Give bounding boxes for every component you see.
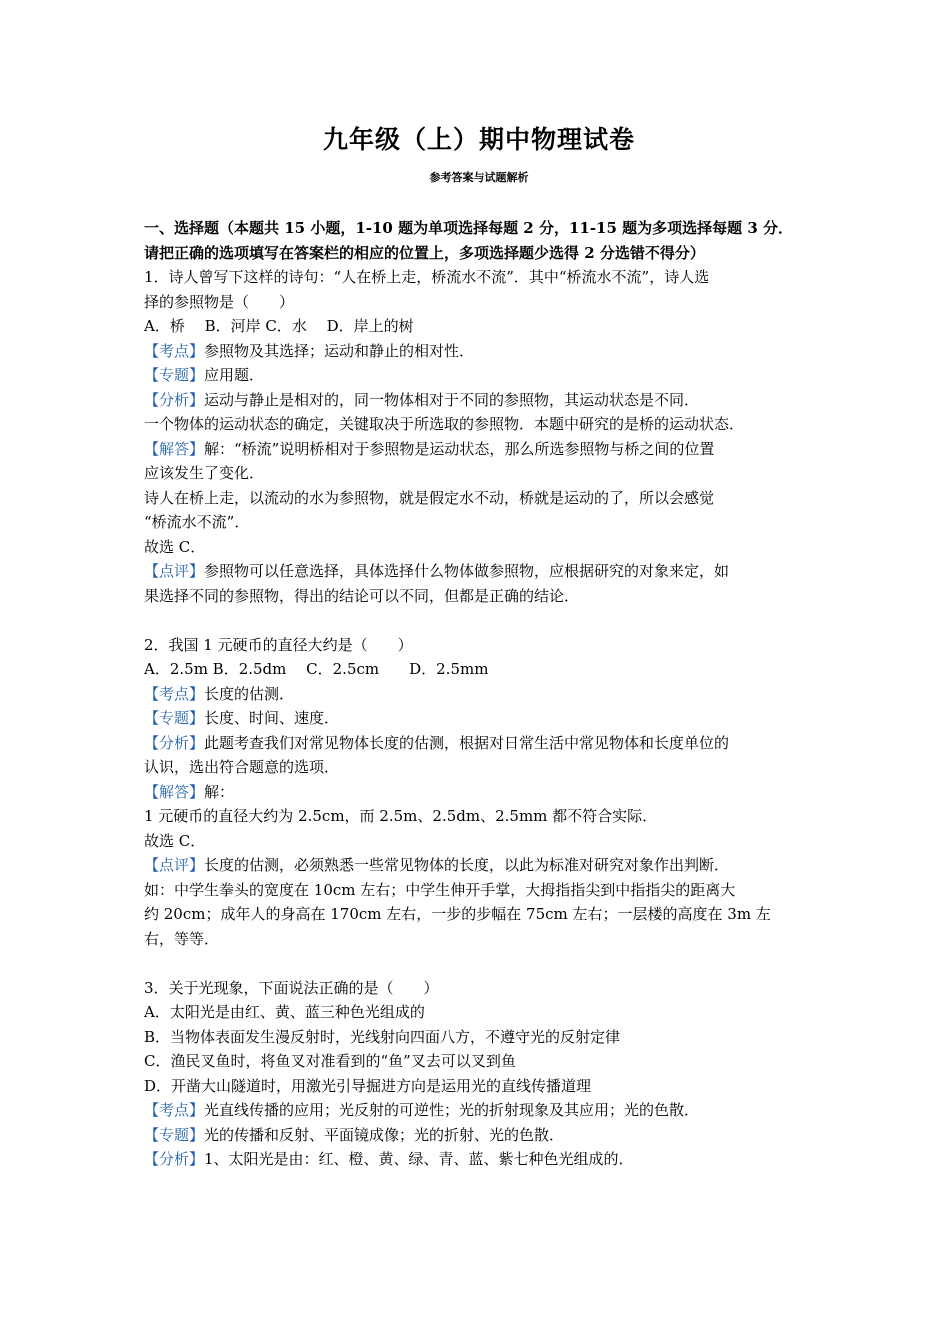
question-2 [144,633,814,952]
page-title: 九年级（上）期中物理试卷 [322,125,635,154]
zhuanti-tag: 【专题】 [144,366,205,384]
jieda-row [144,780,814,805]
kaodian-tag: 【考点】 [144,341,205,360]
kaodian-text: 长度的估测． [204,684,295,703]
fenxi-row [144,731,814,756]
spacer [144,608,814,633]
zhuanti-tag: 【专题】 [144,709,205,727]
jieda-text: 1 元硬币的直径大约为 2.5cm，而 2.5m、2.5dm、2.5mm 都不符合实际． [144,807,658,825]
spacer [144,951,814,976]
jieda-text: 解：“桥流”说明桥相对于参照物是运动状态，那么所选参照物与桥之间的位置 [204,439,715,458]
question-options: A．2.5m B．2.5dm C．2.5cm D．2.5mm [144,660,489,678]
kaodian-row [144,1098,814,1123]
option-b: B．当物体表面发生漫反射时，光线射向四面八方，不遵守光的反射定律 [144,1027,621,1046]
question-stem: 1．诗人曾写下这样的诗句：“人在桥上走，桥流水不流”．其中“桥流水不流”，诗人选 [144,268,710,286]
dianping-text: 果选择不同的参照物，得出的结论可以不同，但都是正确的结论． [144,586,580,605]
answer-text: 故选 C． [144,831,206,850]
fenxi-text: 1、太阳光是由：红、橙、黄、绿、青、蓝、紫七种色光组成的． [204,1150,634,1168]
page-subtitle: 参考答案与试题解析 [429,171,529,184]
dianping-tag: 【点评】 [144,856,205,874]
question-stem: 2．我国 1 元硬币的直径大约是（ ） [144,635,413,654]
section-heading-line-1: 一、选择题（本题共 15 小题，1-10 题为单项选择每题 2 分，11-15 题为多项选择每题 3 分． [144,219,794,237]
fenxi-tag: 【分析】 [144,390,205,409]
zhuanti-row [144,363,814,388]
document-page [144,120,814,1172]
dianping-text: 长度的估测，必须熟悉一些常见物体的长度，以此为标准对研究对象作出判断． [204,856,730,874]
fenxi-tag: 【分析】 [144,733,205,752]
question-3 [144,976,814,1172]
fenxi-text: 认识，选出符合题意的选项． [144,758,340,776]
dianping-tag: 【点评】 [144,562,205,580]
fenxi-text: 此题考查我们对常见物体长度的估测，根据对日常生活中常见物体和长度单位的 [204,733,730,752]
zhuanti-tag: 【专题】 [144,1125,205,1144]
kaodian-row [144,682,814,707]
kaodian-tag: 【考点】 [144,1101,205,1119]
zhuanti-text: 长度、时间、速度． [204,709,340,727]
jieda-text: 解： [204,782,235,801]
kaodian-text: 参照物及其选择；运动和静止的相对性． [204,341,475,360]
dianping-text: 如：中学生拳头的宽度在 10cm 左右；中学生伸开手掌，大拇指指尖到中指指尖的距离大 [144,880,736,899]
kaodian-text: 光直线传播的应用；光反射的可逆性；光的折射现象及其应用；光的色散． [204,1101,700,1119]
section-heading-line-2: 请把正确的选项填写在答案栏的相应的位置上，多项选择题少选得 2 分选错不得分） [144,243,705,262]
jieda-row [144,437,814,462]
fenxi-row [144,388,814,413]
jieda-tag: 【解答】 [144,439,205,458]
option-d: D．开凿大山隧道时，用激光引导掘进方向是运用光的直线传播道理 [144,1076,592,1095]
jieda-tag: 【解答】 [144,782,205,801]
dianping-text: 右，等等． [144,929,220,948]
question-stem: 3．关于光现象，下面说法正确的是（ ） [144,978,439,997]
fenxi-text: 运动与静止是相对的，同一物体相对于不同的参照物，其运动状态是不同． [204,390,700,409]
jieda-text: “桥流水不流”． [144,513,250,531]
question-options: A．桥 B．河岸 C．水 D．岸上的树 [144,317,414,335]
option-a: A．太阳光是由红、黄、蓝三种色光组成的 [144,1003,425,1021]
answer-text: 故选 C． [144,537,206,556]
zhuanti-row [144,1123,814,1148]
fenxi-row [144,1147,814,1172]
zhuanti-text: 光的传播和反射、平面镜成像；光的折射、光的色散． [204,1125,565,1144]
dianping-row [144,853,814,878]
zhuanti-row [144,706,814,731]
fenxi-tag: 【分析】 [144,1150,205,1168]
kaodian-tag: 【考点】 [144,684,205,703]
kaodian-row [144,339,814,364]
jieda-text: 应该发生了变化． [144,464,265,482]
dianping-text: 参照物可以任意选择，具体选择什么物体做参照物，应根据研究的对象来定，如 [204,562,730,580]
dianping-row [144,559,814,584]
zhuanti-text: 应用题． [204,366,265,384]
question-1 [144,265,814,608]
question-stem: 择的参照物是（ ） [144,292,295,311]
dianping-text: 约 20cm；成年人的身高在 170cm 左右，一步的步幅在 75cm 左右；一层楼的高度在 3m 左 [144,905,771,923]
option-c: C．渔民叉鱼时，将鱼叉对准看到的“鱼”叉去可以叉到鱼 [144,1052,516,1070]
jieda-text: 诗人在桥上走，以流动的水为参照物，就是假定水不动，桥就是运动的了，所以会感觉 [144,488,715,507]
fenxi-text: 一个物体的运动状态的确定，关键取决于所选取的参照物．本题中研究的是桥的运动状态． [144,415,745,433]
section-heading [144,216,814,265]
